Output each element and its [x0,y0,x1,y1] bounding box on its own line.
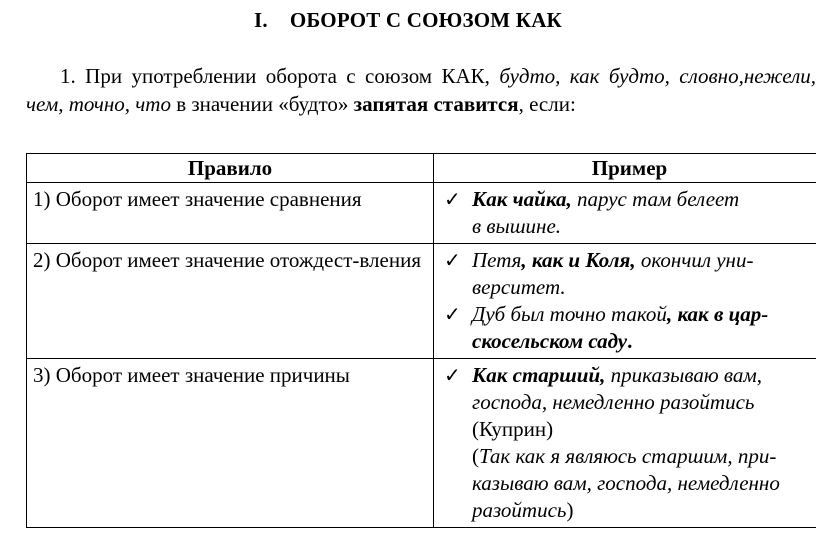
example-highlight: , как и Коля, [521,248,636,272]
intro-conjunctions: будто, как будто, словно,нежели, чем, точно, что [26,64,816,116]
example-highlight: Как чайка, [472,187,572,211]
example-text: Так как я являюсь старшим, при- [479,444,777,468]
example-item [442,186,816,240]
example-item [442,362,816,524]
example-text: Дуб был точно такой [472,302,667,326]
example-item [442,301,816,355]
intro-text-2: в значении «будто» [170,92,354,116]
example-text: в вышине. [472,214,562,238]
example-text: парус там белеет [571,187,740,211]
example-highlight: скосельском саду [472,329,628,353]
paren-open: ( [472,444,479,468]
table-header-row [27,154,816,183]
example-text: Петя [472,248,522,272]
example-text: господа, немедленно разойтись [472,390,755,414]
example-text: верситет. [472,275,566,299]
table-row [27,183,816,244]
example-highlight: Как старший, [472,363,606,387]
example-text: . [627,329,633,353]
example-cell [434,183,816,244]
rules-table [26,153,816,528]
rule-cell: 3) Оборот имеет значение причины [27,359,434,528]
rule-cell: 1) Оборот имеет значение сравнения [27,183,434,244]
example-cell [434,244,816,359]
header-rule: Правило [27,154,434,183]
example-text: окончил уни- [635,248,754,272]
paren-close: ) [566,498,574,522]
example-cell [434,359,816,528]
table-row [27,244,816,359]
example-text: разойтись [472,498,567,522]
example-highlight: , как в цар- [666,302,769,326]
checkmark-icon: ✓ [444,302,461,326]
rule-cell: 2) Оборот имеет значение отождест-вления [27,244,434,359]
intro-text-1: 1. При употреблении оборота с союзом КАК, [60,64,500,88]
example-text: казываю вам, господа, немедленно [472,471,780,495]
example-author: (Куприн) [472,417,554,441]
checkmark-icon: ✓ [444,187,461,211]
section-number: I. [253,8,268,32]
intro-comma-rule: запятая ставится [353,92,519,116]
intro-paragraph [26,62,816,118]
example-item [442,247,816,301]
header-example: Пример [434,154,816,183]
checkmark-icon: ✓ [444,363,461,387]
section-title-text: ОБОРОТ С СОЮЗОМ КАК [289,8,562,32]
table-row [27,359,816,528]
checkmark-icon: ✓ [444,248,461,272]
section-title [0,8,816,33]
example-text: приказываю вам, [605,363,763,387]
intro-text-3: , если: [518,92,576,116]
